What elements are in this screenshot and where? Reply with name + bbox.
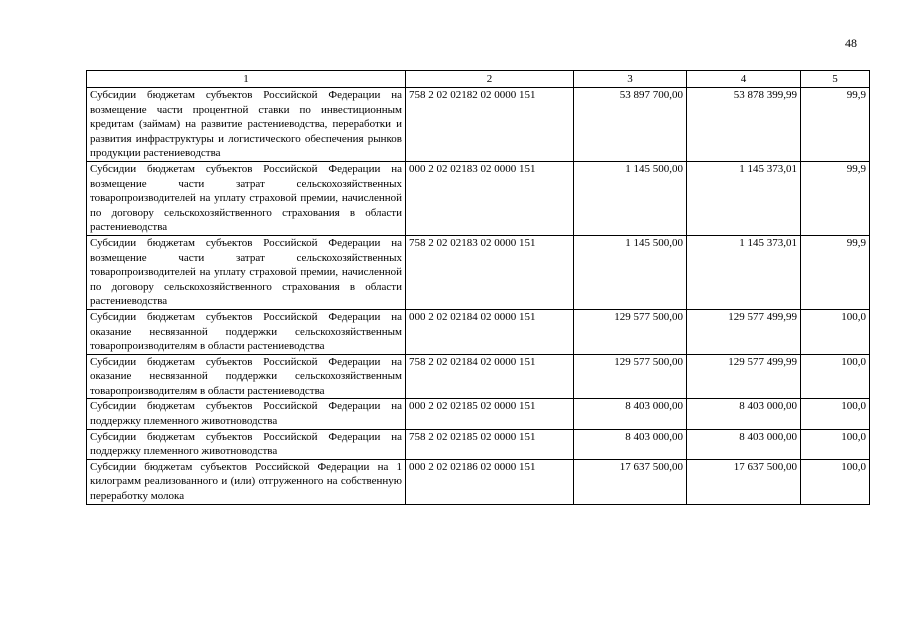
header-cell: 5: [801, 71, 870, 88]
row-planned: 53 897 700,00: [574, 88, 687, 162]
table-row: [87, 429, 870, 459]
row-code: 000 2 02 02186 02 0000 151: [406, 459, 574, 504]
row-planned: 1 145 500,00: [574, 235, 687, 309]
row-planned: 129 577 500,00: [574, 354, 687, 399]
header-cell: 2: [406, 71, 574, 88]
table-row: [87, 399, 870, 429]
row-percent: 99,9: [801, 88, 870, 162]
row-executed: 1 145 373,01: [687, 235, 801, 309]
row-percent: 100,0: [801, 309, 870, 354]
row-description: Субсидии бюджетам субъектов Российской Федерации на возмещение части затрат сельскохозяйственных товаропроизводителей на уплату страховой премии, начисленной по договору сельскохозяйственного страхования в области растениеводства: [87, 235, 406, 309]
row-code: 000 2 02 02183 02 0000 151: [406, 161, 574, 235]
row-description: Субсидии бюджетам субъектов Российской Федерации на оказание несвязанной поддержки сельскохозяйственным товаропроизводителям в области растениеводства: [87, 309, 406, 354]
row-description: Субсидии бюджетам субъектов Российской Федерации на возмещение части затрат сельскохозяйственных товаропроизводителей на уплату страховой премии, начисленной по договору сельскохозяйственного страхования в области растениеводства: [87, 161, 406, 235]
table-row: [87, 161, 870, 235]
header-cell: 3: [574, 71, 687, 88]
row-executed: 129 577 499,99: [687, 354, 801, 399]
row-code: 758 2 02 02184 02 0000 151: [406, 354, 574, 399]
row-percent: 100,0: [801, 399, 870, 429]
row-code: 000 2 02 02185 02 0000 151: [406, 399, 574, 429]
table-row: [87, 354, 870, 399]
row-percent: 100,0: [801, 429, 870, 459]
header-cell: 1: [87, 71, 406, 88]
row-planned: 129 577 500,00: [574, 309, 687, 354]
row-planned: 8 403 000,00: [574, 429, 687, 459]
row-planned: 8 403 000,00: [574, 399, 687, 429]
table-row: [87, 88, 870, 162]
row-percent: 100,0: [801, 459, 870, 504]
row-executed: 1 145 373,01: [687, 161, 801, 235]
row-executed: 17 637 500,00: [687, 459, 801, 504]
row-description: Субсидии бюджетам субъектов Российской Федерации на поддержку племенного животноводства: [87, 399, 406, 429]
row-executed: 129 577 499,99: [687, 309, 801, 354]
row-planned: 17 637 500,00: [574, 459, 687, 504]
row-description: Субсидии бюджетам субъектов Российской Федерации на возмещение части процентной ставки по инвестиционным кредитам (займам) на развитие растениеводства, переработки и развития инфраструктуры и логистического обеспечения рынков продукции растениеводства: [87, 88, 406, 162]
row-code: 000 2 02 02184 02 0000 151: [406, 309, 574, 354]
row-planned: 1 145 500,00: [574, 161, 687, 235]
row-code: 758 2 02 02183 02 0000 151: [406, 235, 574, 309]
row-executed: 8 403 000,00: [687, 399, 801, 429]
row-percent: 99,9: [801, 235, 870, 309]
row-executed: 8 403 000,00: [687, 429, 801, 459]
row-description: Субсидии бюджетам субъектов Российской Федерации на оказание несвязанной поддержки сельскохозяйственным товаропроизводителям в области растениеводства: [87, 354, 406, 399]
budget-table: [86, 70, 870, 505]
header-cell: 4: [687, 71, 801, 88]
table-row: [87, 309, 870, 354]
row-executed: 53 878 399,99: [687, 88, 801, 162]
header-row: [87, 71, 870, 88]
row-code: 758 2 02 02182 02 0000 151: [406, 88, 574, 162]
row-description: Субсидии бюджетам субъектов Российской Федерации на поддержку племенного животноводства: [87, 429, 406, 459]
row-code: 758 2 02 02185 02 0000 151: [406, 429, 574, 459]
row-description: Субсидии бюджетам субъектов Российской Федерации на 1 килограмм реализованного и (или) отгруженного на собственную переработку молока: [87, 459, 406, 504]
table-row: [87, 459, 870, 504]
page-number: 48: [845, 36, 857, 50]
row-percent: 100,0: [801, 354, 870, 399]
row-percent: 99,9: [801, 161, 870, 235]
table-row: [87, 235, 870, 309]
